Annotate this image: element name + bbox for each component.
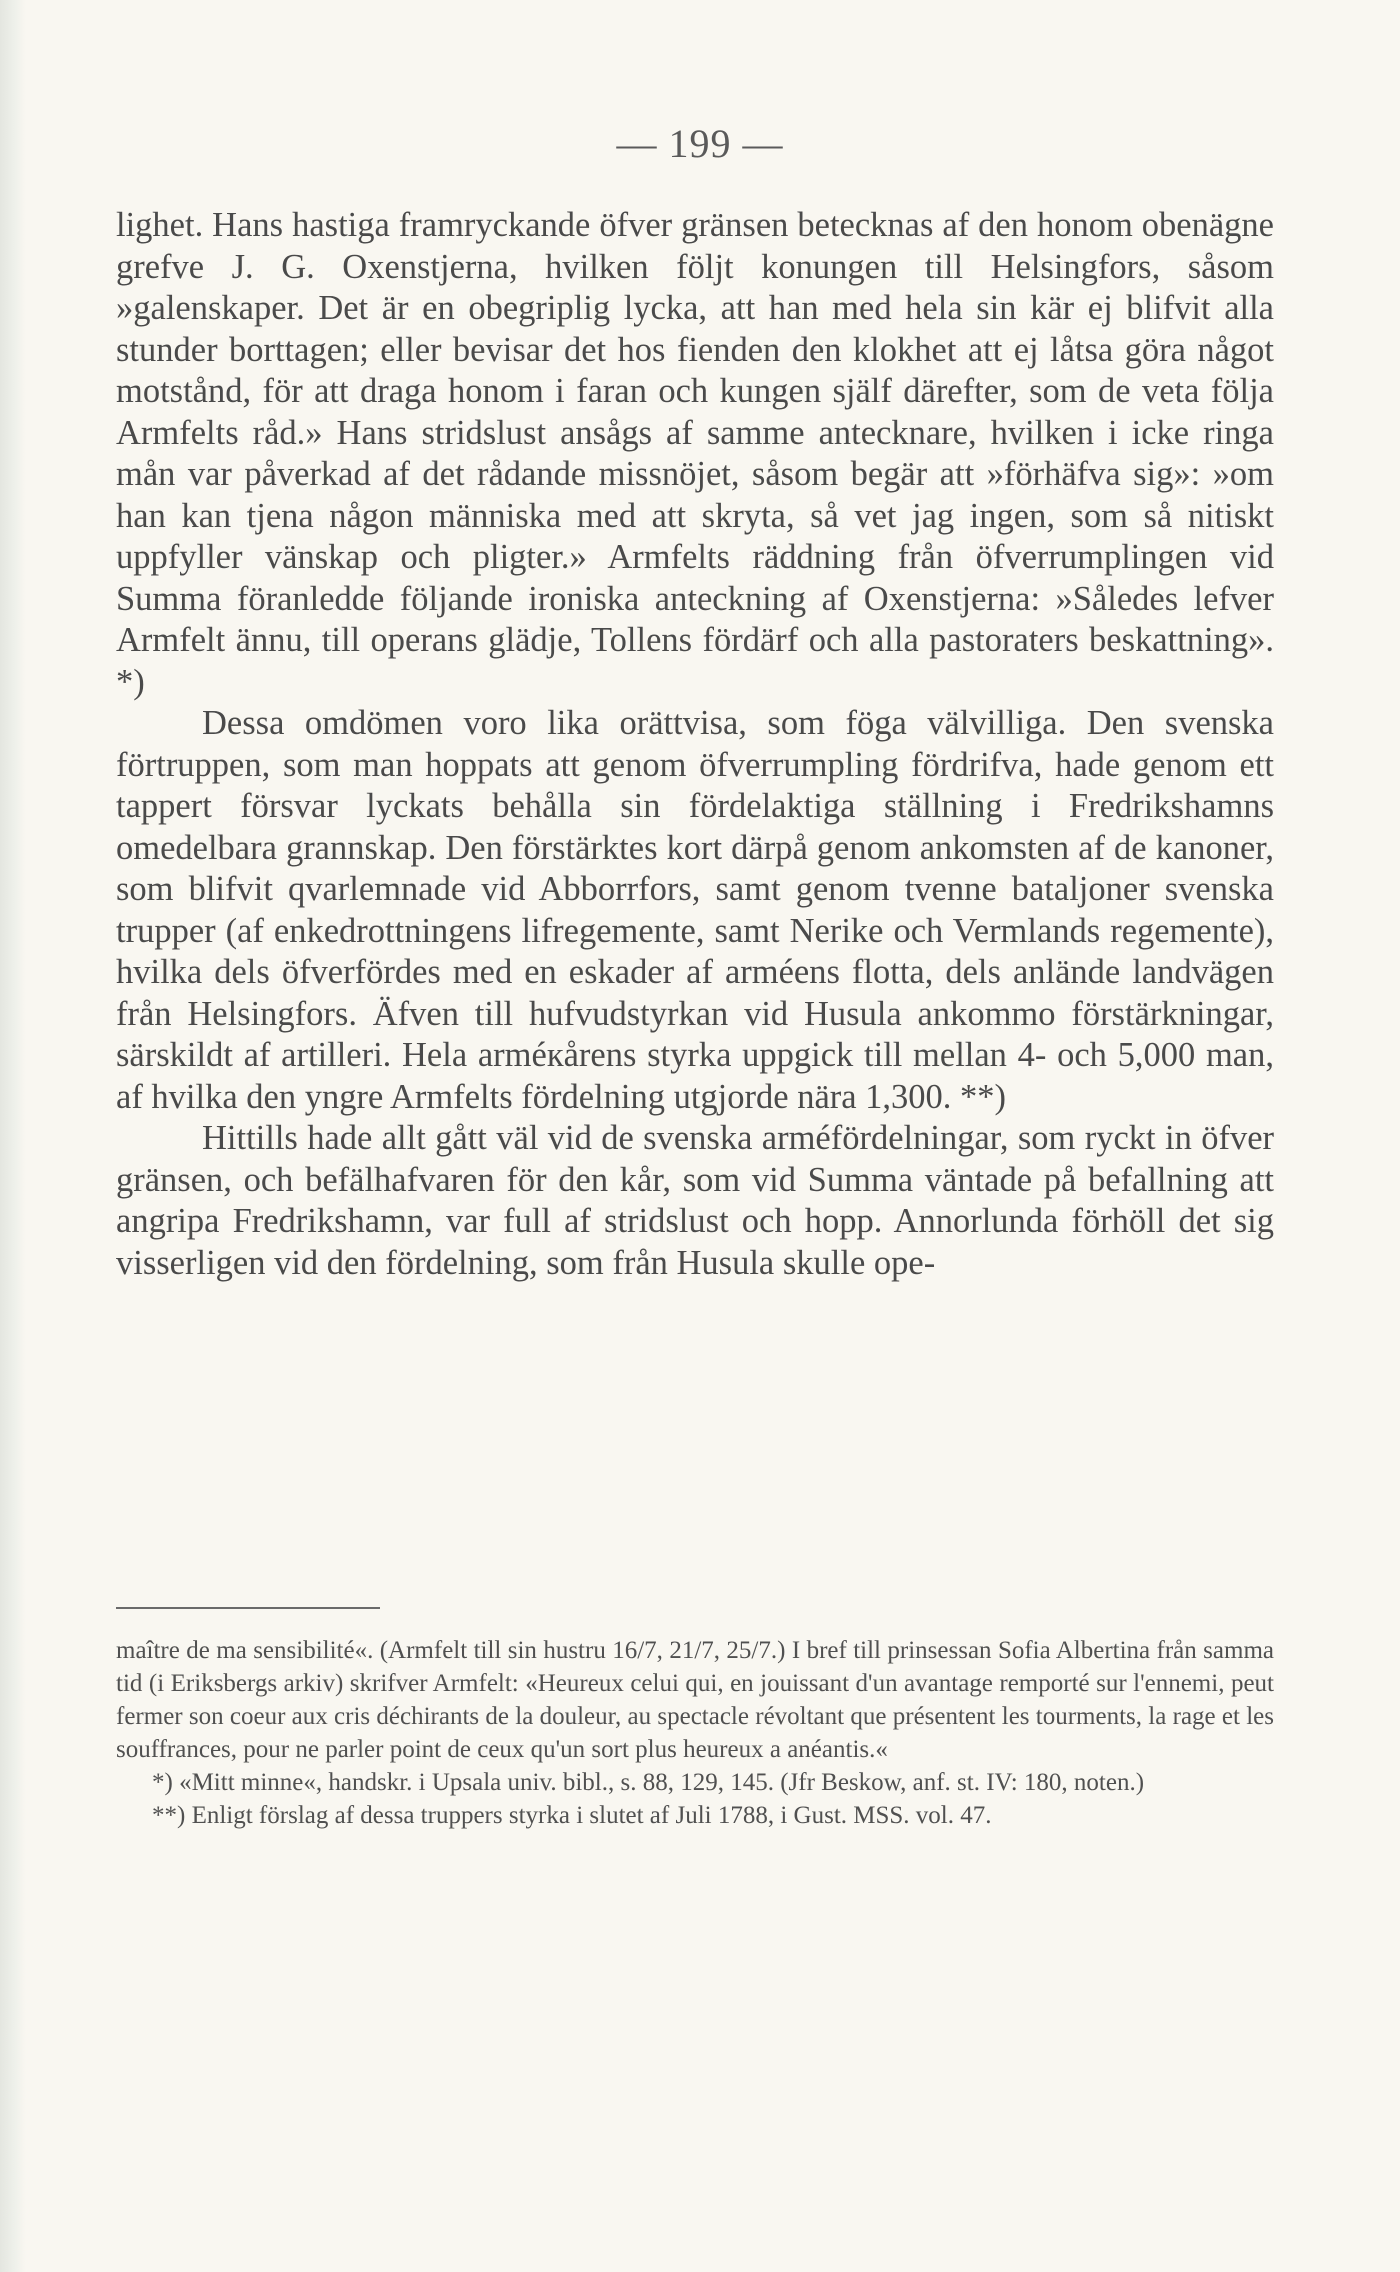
body-text (116, 205, 1274, 1284)
footnote-rule (116, 1607, 380, 1609)
footnote: **) Enligt förslag af dessa truppers styrka i slutet af Juli 1788, i Gust. MSS. vol. 47. (152, 1802, 992, 1829)
footnote: maître de ma sensibilité«. (Armfelt till sin hustru 16/7, 21/7, 25/7.) I bref till prinsessan Sofia Albertina från samma tid (i Eriksbergs arkiv) skrifver Armfelt: «Heureux celui qui, en jouissant d'un avantage remporté sur l'ennemi, peut fermer son coeur aux cris déchirants de la douleur, au spectacle révoltant que présentent les tourments, la rage et les souffrances, pour ne parler point de ceux qu'un sort plus heureux a anéantis.« (116, 1637, 1274, 1763)
body-paragraph: Hittills hade allt gått väl vid de svenska arméfördelningar, som ryckt in öfver gränsen, och befälhafvaren för den kår, som vid Summa väntade på befallning att angripa Fredrikshamn, var full af stridslust och hopp. Annorlunda förhöll det sig visserligen vid den fördelning, som från Husula skulle ope- (116, 1119, 1274, 1282)
page-edge-shadow (0, 0, 26, 2272)
body-paragraph: Dessa omdömen voro lika orättvisa, som föga välvilliga. Den svenska förtruppen, som man hoppats att genom öfverrumpling fördrifva, hade genom ett tappert försvar lyckats behålla sin fördelaktiga ställning i Fredrikshamns omedelbara grannskap. Den förstärktes kort därpå genom ankomsten af de kanoner, som blifvit qvarlemnade vid Abborrfors, samt genom tvenne bataljoner svenska trupper (af enkedrottningens lifregemente, samt Nerike och Vermlands regemente), hvilka dels öfverfördes med en eskader af arméens flotta, dels anlände landvägen från Helsingfors. Äfven till hufvudstyrkan vid Husula ankommo förstärkningar, särskildt af artilleri. Hela arméкårens styrka uppgick till mellan 4- och 5,000 man, af hvilka den yngre Armfelts fördelning utgjorde nära 1,300. **) (116, 704, 1274, 1116)
footnote: *) «Mitt minne«, handskr. i Upsala univ. bibl., s. 88, 129, 145. (Jfr Beskow, anf. st. IV: 180, noten.) (152, 1769, 1145, 1796)
footnotes (116, 1634, 1274, 1832)
page-number: — 199 — (616, 121, 784, 166)
body-paragraph: lighet. Hans hastiga framryckande öfver gränsen betecknas af den honom obenägne grefve J. G. Oxenstjerna, hvilken följt konungen till Helsingfors, såsom »galenskaper. Det är en obegriplig lycka, att han med hela sin kär ej blifvit alla stunder borttagen; eller bevisar det hos fienden den klokhet att ej låtsa göra något motstånd, för att draga honom i faran och kungen själf därefter, som de veta följa Armfelts råd.» Hans stridslust ansågs af samme antecknare, hvilken i icke ringa mån var påverkad af det rådande missnöjet, såsom begär att »förhäfva sig»: »om han kan tjena någon människa med att skryta, så vet jag ingen, som så nitiskt uppfyller vänskap och pligter.» Armfelts räddning från öfverrumplingen vid Summa föranledde följande ironiska anteckning af Oxenstjerna: »Således lefver Armfelt ännu, till operans glädje, Tollens fördärf och alla pastoraters beskattning». *) (116, 206, 1274, 701)
